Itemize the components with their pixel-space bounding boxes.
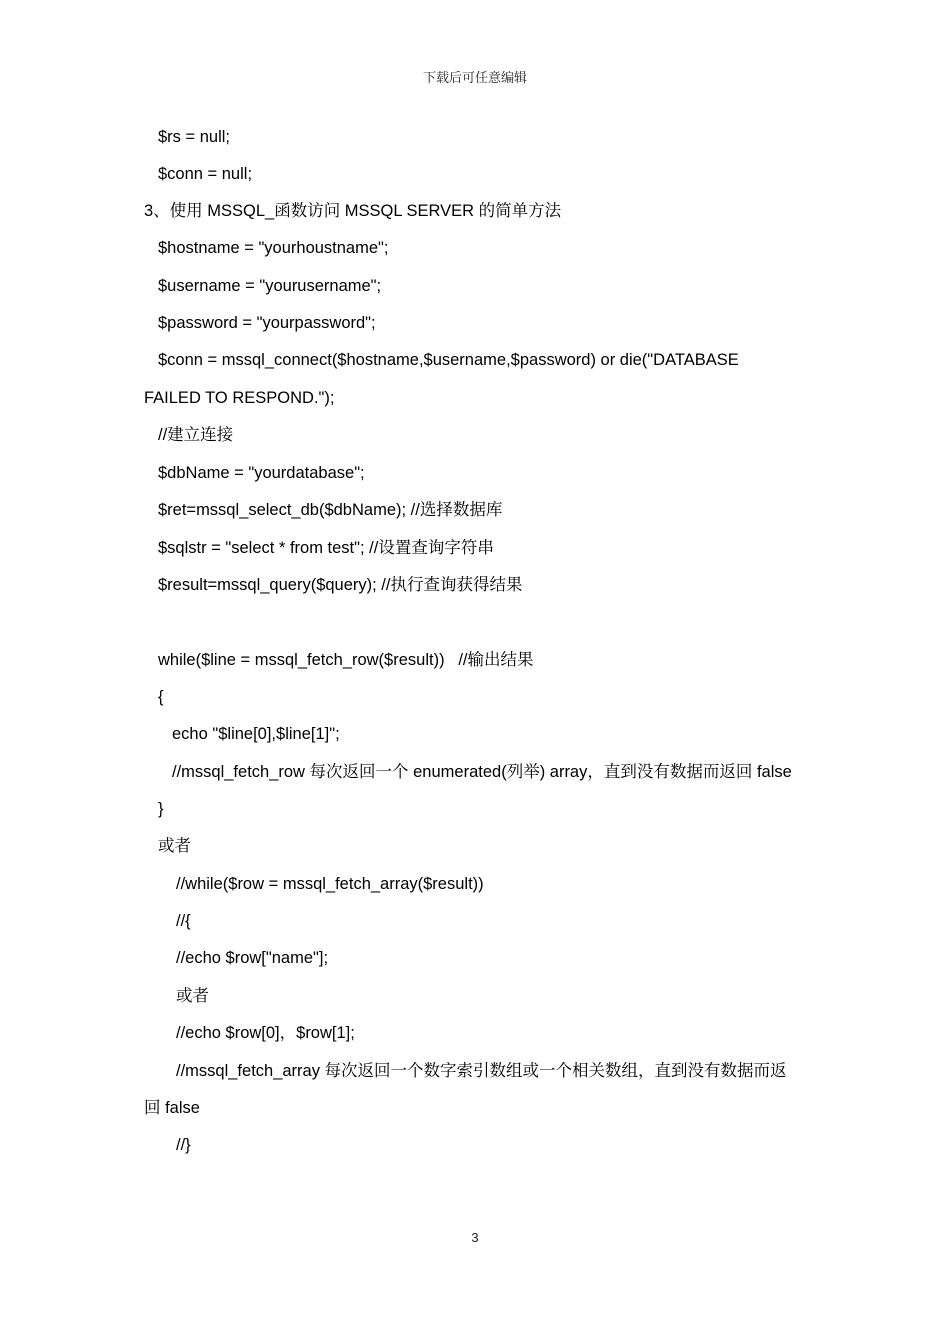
code-comment: //mssql_fetch_row 每次返回一个 enumerated(列举) array，直到没有数据而返回 false — [172, 763, 792, 781]
code-line: echo "$line[0],$line[1]"; — [172, 725, 340, 743]
code-line: $dbName = "yourdatabase"; — [158, 464, 365, 482]
code-line: while($line = mssql_fetch_row($result)) //输出结果 — [158, 651, 534, 669]
code-comment: //echo $row[0]，$row[1]; — [176, 1024, 355, 1042]
code-line: $password = "yourpassword"; — [158, 314, 376, 332]
code-line: $result=mssql_query($query); //执行查询获得结果 — [158, 576, 523, 594]
code-line: $conn = null; — [158, 165, 253, 183]
text-line: 或者 — [158, 837, 191, 855]
text-line: 回 false — [144, 1099, 200, 1117]
code-line: { — [158, 688, 164, 706]
code-comment: //mssql_fetch_array 每次返回一个数字索引数组或一个相关数组，直到没有数据而返 — [176, 1062, 787, 1080]
code-comment: //echo $row["name"]; — [176, 949, 329, 967]
text-line: 或者 — [176, 987, 209, 1005]
code-line: $conn = mssql_connect($hostname,$username,$password) or die("DATABASE — [158, 351, 739, 369]
section-heading: 3、使用 MSSQL_函数访问 MSSQL SERVER 的简单方法 — [144, 202, 562, 220]
code-line: $rs = null; — [158, 128, 230, 146]
code-comment: //{ — [176, 912, 191, 930]
code-line: $ret=mssql_select_db($dbName); //选择数据库 — [158, 501, 503, 519]
code-line: $sqlstr = "select * from test"; //设置查询字符串 — [158, 539, 494, 557]
code-line: FAILED TO RESPOND."); — [144, 389, 335, 407]
code-comment: //建立连接 — [158, 426, 234, 444]
code-line: } — [158, 800, 164, 818]
code-comment: //while($row = mssql_fetch_array($result)) — [176, 875, 484, 893]
code-line: $hostname = "yourhoustname"; — [158, 239, 389, 257]
page-number: 3 — [471, 1230, 479, 1245]
code-comment: //} — [176, 1136, 191, 1154]
page-header: 下载后可任意编辑 — [422, 71, 527, 86]
code-line: $username = "yourusername"; — [158, 277, 382, 295]
